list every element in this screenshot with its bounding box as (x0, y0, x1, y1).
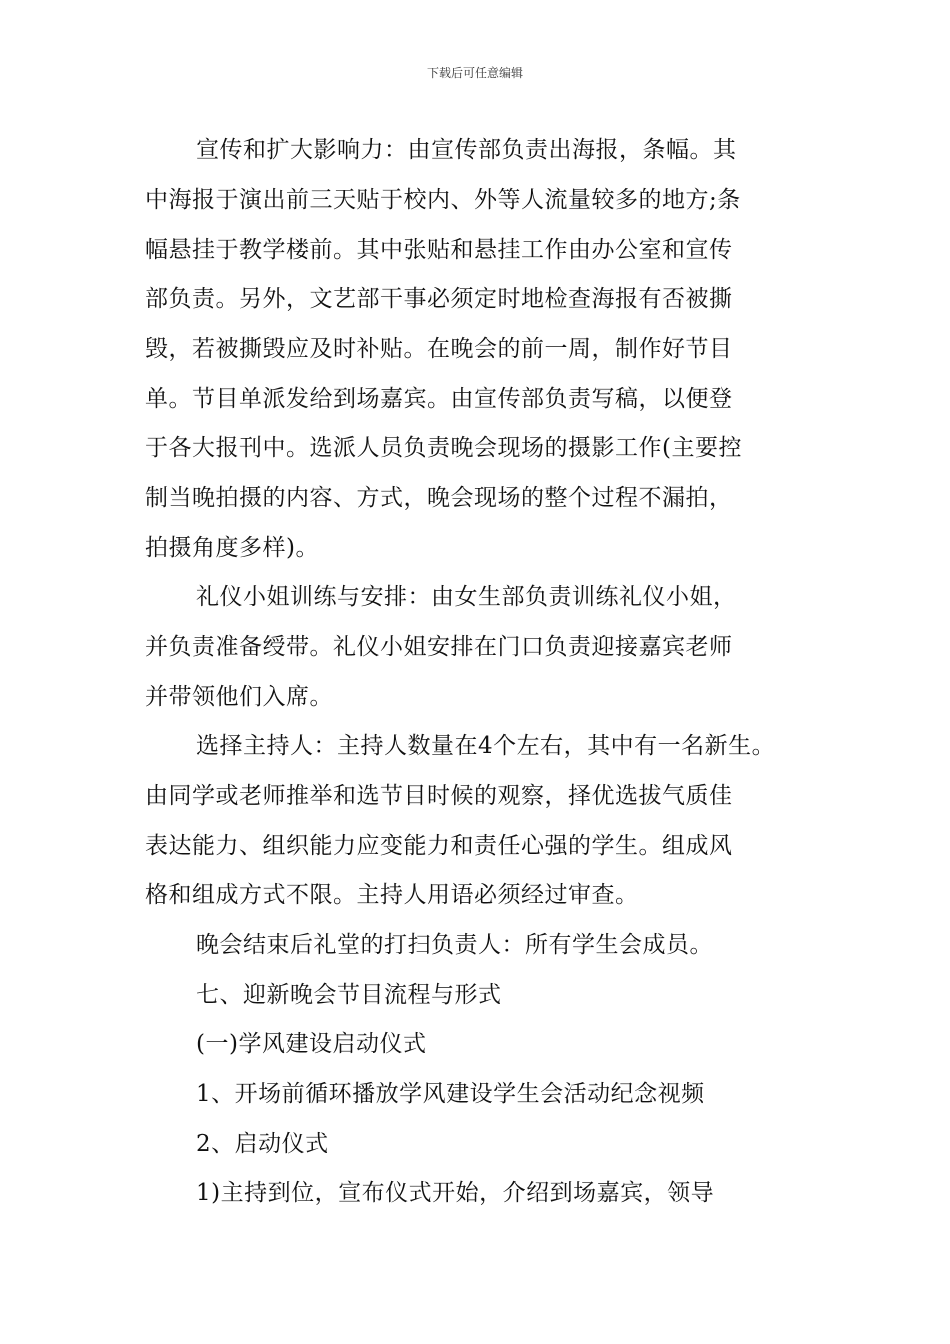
body-line: 制当晚拍摄的内容、方式，晚会现场的整个过程不漏拍， (145, 485, 733, 511)
list-item: 1)主持到位，宣布仪式开始，介绍到场嘉宾，领导 (196, 1180, 715, 1206)
body-line: 由同学或老师推举和选节目时候的观察，择优选拔气质佳 (145, 783, 733, 809)
page-header-note: 下载后可任意编辑 (426, 66, 523, 80)
body-line: 并带领他们入席。 (145, 684, 333, 710)
body-line: 选择主持人：主持人数量在4个左右，其中有一名新生。 (196, 733, 776, 759)
section-heading: 七、迎新晚会节目流程与形式 (196, 982, 502, 1008)
body-line: 格和组成方式不限。主持人用语必须经过审查。 (145, 882, 639, 908)
body-line: 拍摄角度多样)。 (145, 535, 319, 561)
body-line: 礼仪小姐训练与安排：由女生部负责训练礼仪小姐， (196, 584, 737, 610)
body-line: 毁，若被撕毁应及时补贴。在晚会的前一周，制作好节目 (145, 336, 733, 362)
subsection-heading: (一)学风建设启动仪式 (196, 1031, 427, 1057)
list-item: 1、开场前循环播放学风建设学生会活动纪念视频 (196, 1081, 705, 1107)
body-line: 宣传和扩大影响力：由宣传部负责出海报，条幅。其 (196, 137, 737, 163)
body-line: 幅悬挂于教学楼前。其中张贴和悬挂工作由办公室和宣传 (145, 237, 733, 263)
body-line: 并负责准备绶带。礼仪小姐安排在门口负责迎接嘉宾老师 (145, 634, 733, 660)
body-line: 单。节目单派发给到场嘉宾。由宣传部负责写稿，以便登 (145, 386, 733, 412)
list-item: 2、启动仪式 (196, 1131, 329, 1157)
body-line: 中海报于演出前三天贴于校内、外等人流量较多的地方;条 (145, 187, 741, 213)
body-line: 部负责。另外，文艺部干事必须定时地检查海报有否被撕 (145, 286, 733, 312)
body-line: 晚会结束后礼堂的打扫负责人：所有学生会成员。 (196, 932, 713, 958)
body-line: 于各大报刊中。选派人员负责晚会现场的摄影工作(主要控 (145, 435, 742, 461)
body-line: 表达能力、组织能力应变能力和责任心强的学生。组成风 (145, 833, 733, 859)
